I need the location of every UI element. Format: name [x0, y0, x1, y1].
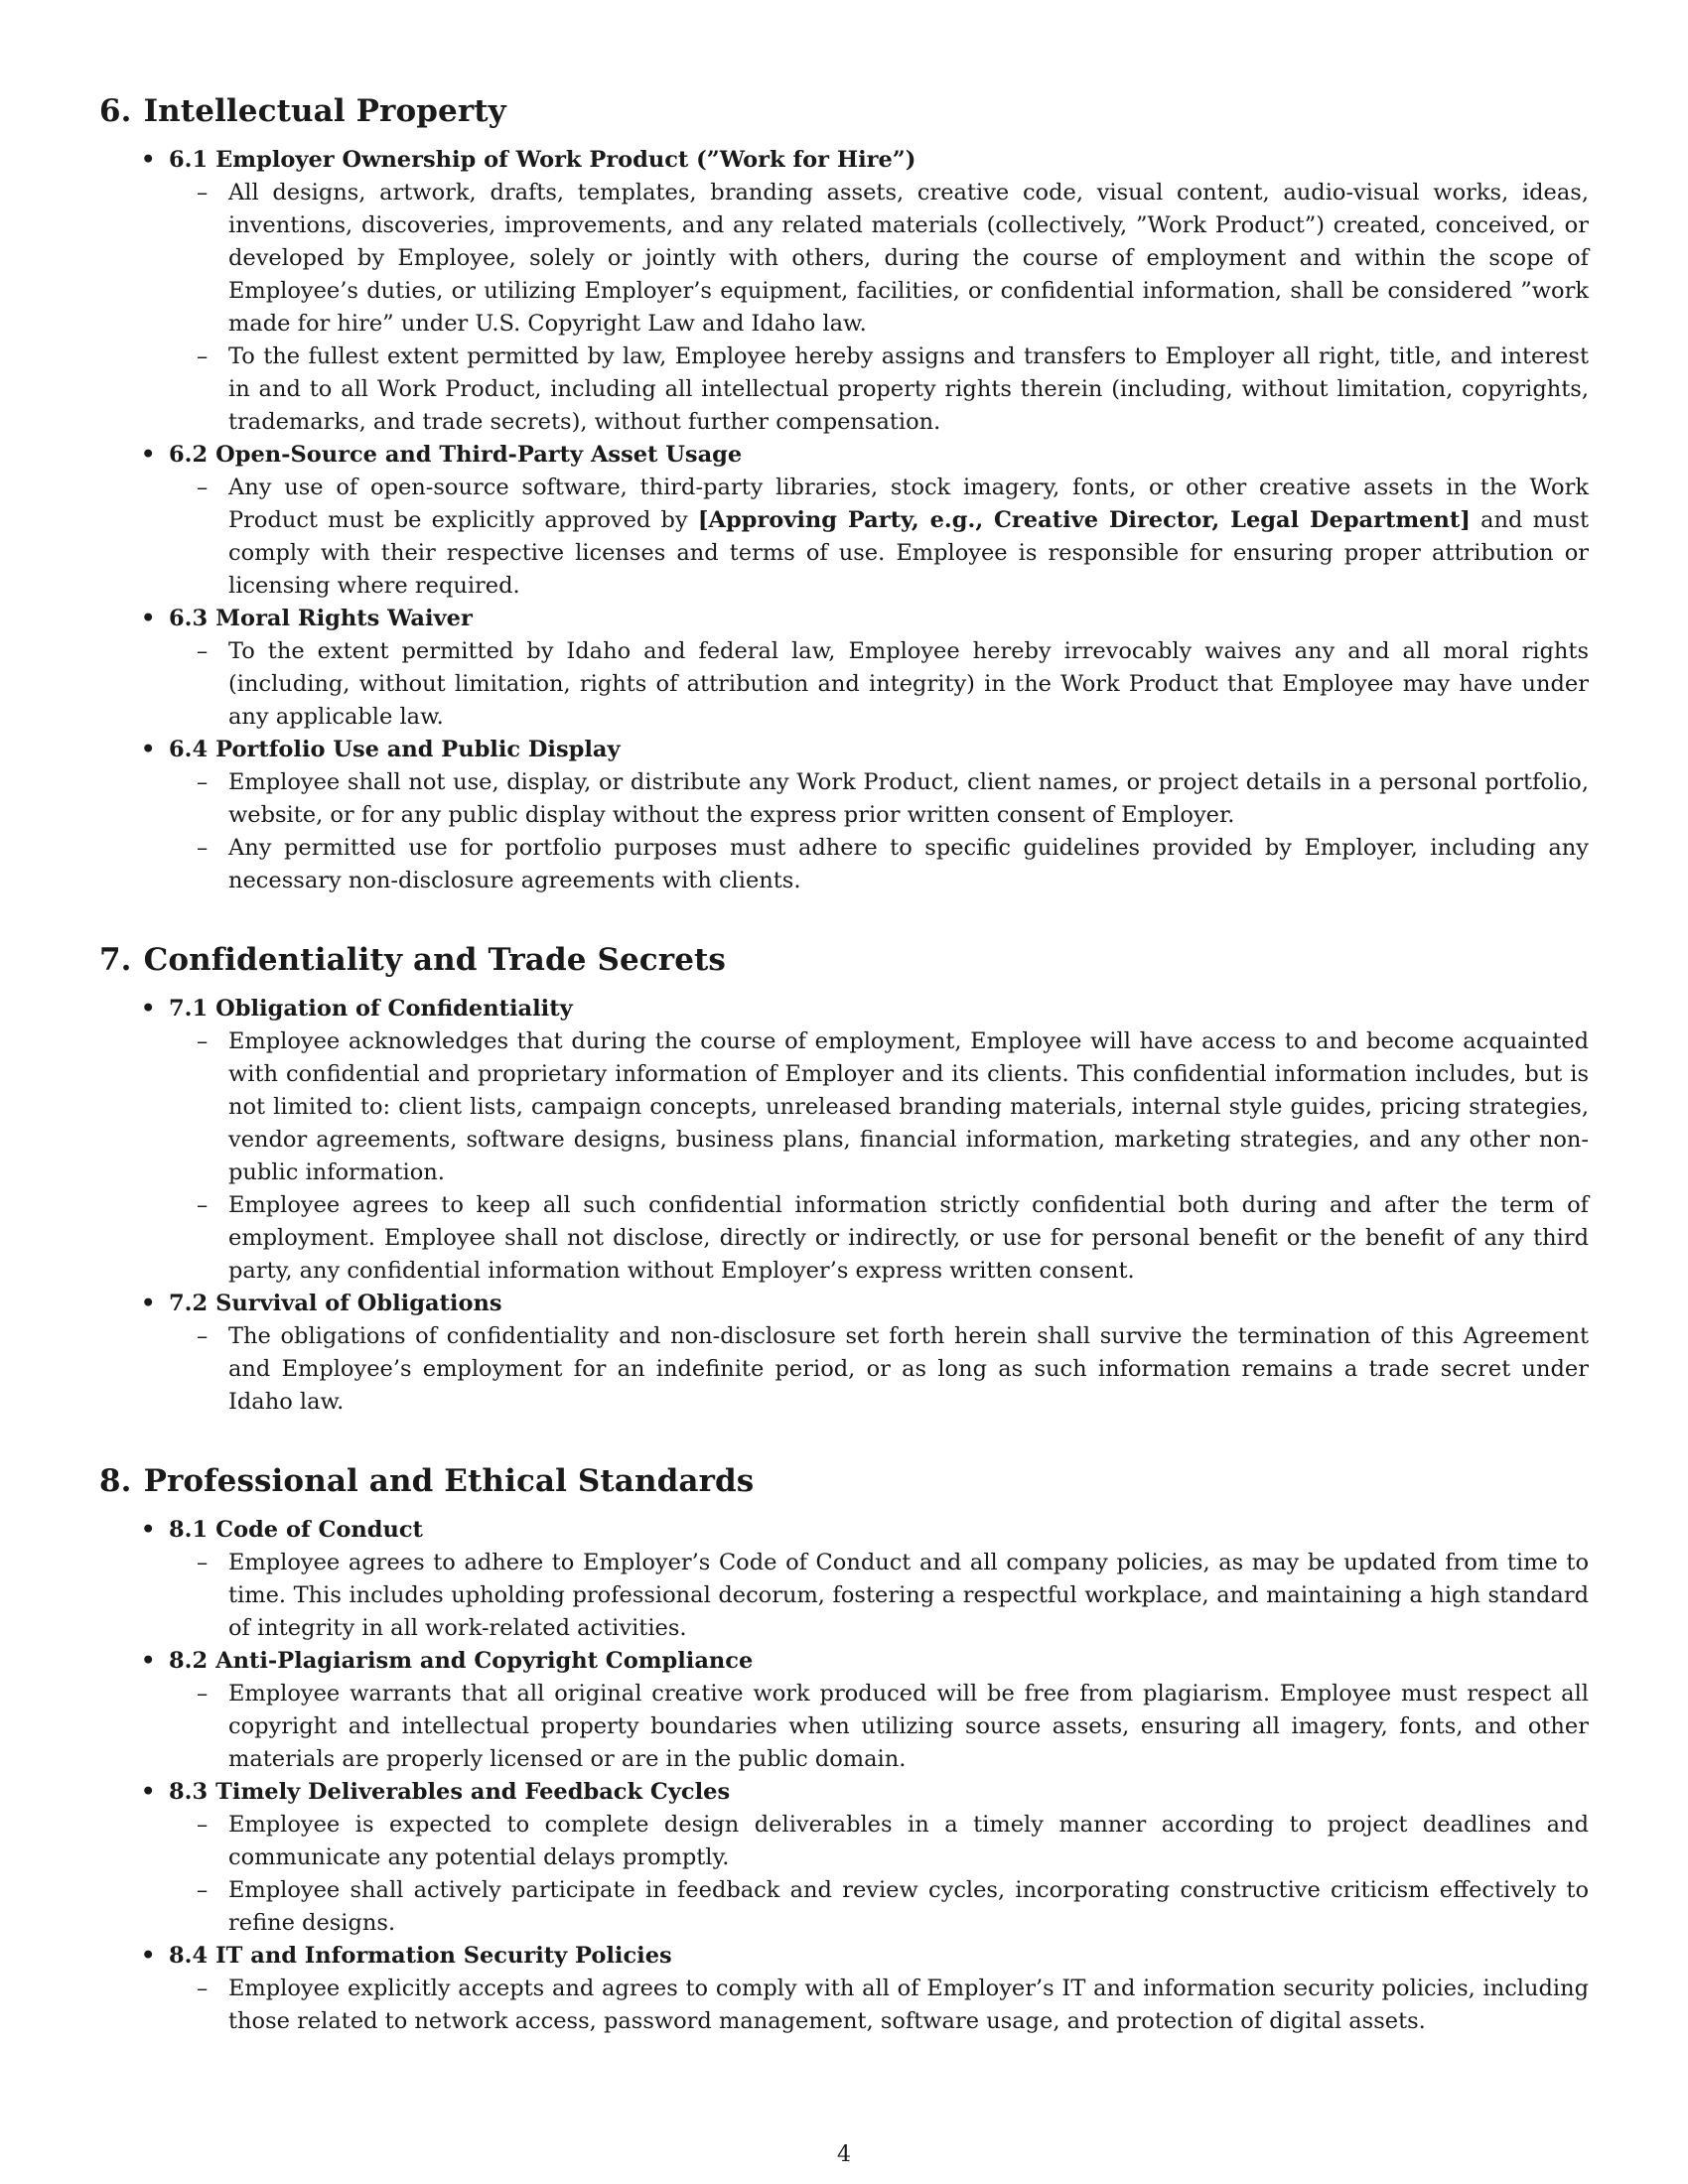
- subsection-list: [99, 144, 1589, 897]
- subsection-title: IT and Information Security Policies: [215, 1943, 672, 1969]
- section: [99, 1461, 1589, 2038]
- clause-item: [169, 1874, 1589, 1940]
- subsection: [99, 1645, 1589, 1776]
- subsection-heading: [169, 603, 1589, 635]
- subsection: [99, 144, 1589, 439]
- clause-text: Employee explicitly accepts and agrees to comply with all of Employer’s IT and information security policies, including those related to network access, password management, software usage, and protection of digital assets.: [228, 1976, 1589, 2034]
- clause-item: [169, 472, 1589, 603]
- clause-list: [169, 635, 1589, 734]
- subsection: [99, 993, 1589, 1288]
- clause-item: [169, 766, 1589, 832]
- dash-icon: –: [197, 638, 209, 664]
- subsection-heading: [169, 439, 1589, 472]
- section-title: Confidentiality and Trade Secrets: [143, 942, 726, 978]
- clause-list: [169, 472, 1589, 603]
- bullet-icon: •: [141, 1648, 156, 1674]
- dash-icon: –: [197, 1877, 209, 1903]
- clause-text: Employee agrees to keep all such confidential information strictly confidential both during and after the term of employment. Employee shall not disclose, directly or indirectly, or use for personal benefit or the benefit of any third party, any confidential information without Employer’s express written consent.: [228, 1192, 1589, 1284]
- clause-text: All designs, artwork, drafts, templates, branding assets, creative code, visual content, audio-visual works, ideas, inventions, discoveries, improvements, and any related materials (collectively, ”Work Product”) created, conceived, or developed by Employee, solely or jointly with others, during the course of employment and within the scope of Employee’s duties, or utilizing Employer’s equipment, facilities, or confidential information, shall be considered ”work made for hire” under U.S. Copyright Law and Idaho law.: [228, 180, 1589, 337]
- clause-text: Any use of open-source software, third-party libraries, stock imagery, fonts, or other creative assets in the Work Product must be explicitly approved by: [228, 475, 1589, 533]
- subsection-title: Employer Ownership of Work Product (”Work for Hire”): [215, 147, 916, 173]
- dash-icon: –: [197, 769, 209, 795]
- placeholder-approving-party: [Approving Party, e.g., Creative Director, Legal Department]: [697, 507, 1471, 533]
- subsection-number: 8.2: [169, 1648, 209, 1674]
- subsection-title: Survival of Obligations: [215, 1291, 502, 1316]
- clause-list: [169, 1547, 1589, 1645]
- bullet-icon: •: [141, 996, 156, 1022]
- subsection-title: Anti-Plagiarism and Copyright Compliance: [215, 1648, 754, 1674]
- section-title: Intellectual Property: [143, 93, 506, 129]
- subsection-number: 6.2: [169, 442, 209, 468]
- section-heading: [99, 1461, 1589, 1501]
- section-number: 6.: [99, 93, 132, 129]
- subsection-heading: [169, 734, 1589, 766]
- subsection-title: Obligation of Confidentiality: [215, 996, 573, 1022]
- subsection-heading: [169, 1776, 1589, 1809]
- dash-icon: –: [197, 475, 209, 500]
- clause-text: Employee shall not use, display, or distribute any Work Product, client names, or project details in a personal portfolio, website, or for any public display without the express prior written consent of Employer.: [228, 769, 1589, 828]
- clause-item: [169, 177, 1589, 341]
- clause-text: and must comply with their respective licenses and terms of use. Employee is responsible for ensuring proper attribution or licensing where required.: [228, 507, 1590, 599]
- clause-text: Employee agrees to adhere to Employer’s Code of Conduct and all company policies, as may be updated from time to time. This includes upholding professional decorum, fostering a respectful workplace, and maintaining a high standard of integrity in all work-related activities.: [228, 1550, 1589, 1641]
- bullet-icon: •: [141, 147, 156, 173]
- dash-icon: –: [197, 1681, 209, 1706]
- dash-icon: –: [197, 180, 209, 205]
- subsection-title: Code of Conduct: [215, 1517, 423, 1543]
- clause-text: Any permitted use for portfolio purposes must adhere to specific guidelines provided by Employer, including any necessary non-disclosure agreements with clients.: [228, 835, 1589, 893]
- subsection-heading: [169, 1940, 1589, 1973]
- subsection: [99, 603, 1589, 734]
- subsection-number: 7.1: [169, 996, 209, 1022]
- clause-item: [169, 341, 1589, 439]
- subsection-title: Open-Source and Third-Party Asset Usage: [215, 442, 743, 468]
- subsection-title: Timely Deliverables and Feedback Cycles: [215, 1779, 731, 1805]
- section-number: 8.: [99, 1463, 132, 1499]
- document-page: [99, 91, 1589, 2081]
- subsection-number: 6.3: [169, 606, 209, 631]
- clause-list: [169, 1809, 1589, 1940]
- subsection-number: 8.4: [169, 1943, 209, 1969]
- clause-text: Employee shall actively participate in feedback and review cycles, incorporating constructive criticism effectively to refine designs.: [228, 1877, 1589, 1936]
- subsection-title: Moral Rights Waiver: [215, 606, 473, 631]
- section-heading: [99, 91, 1589, 131]
- dash-icon: –: [197, 1976, 209, 2001]
- clause-list: [169, 177, 1589, 439]
- section-heading: [99, 940, 1589, 980]
- clause-list: [169, 1973, 1589, 2038]
- dash-icon: –: [197, 1192, 209, 1218]
- clause-item: [169, 1025, 1589, 1189]
- subsection-heading: [169, 1514, 1589, 1547]
- clause-text: Employee warrants that all original creative work produced will be free from plagiarism. Employee must respect all copyright and intellectual property boundaries when utilizing source assets, ensuring all imagery, fonts, and other materials are properly licensed or are in the public domain.: [228, 1681, 1589, 1772]
- clause-text: To the extent permitted by Idaho and federal law, Employee hereby irrevocably waives any and all moral rights (including, without limitation, rights of attribution and integrity) in the Work Product that Employee may have under any applicable law.: [228, 638, 1589, 730]
- bullet-icon: •: [141, 1291, 156, 1316]
- dash-icon: –: [197, 1323, 209, 1349]
- subsection-number: 8.1: [169, 1517, 209, 1543]
- section-title: Professional and Ethical Standards: [143, 1463, 755, 1499]
- clause-text: Employee acknowledges that during the course of employment, Employee will have access to and become acquainted with confidential and proprietary information of Employer and its clients. This confidential information includes, but is not limited to: client lists, campaign concepts, unreleased branding materials, internal style guides, pricing strategies, vendor agreements, software designs, business plans, financial information, marketing strategies, and any other non-public information.: [228, 1028, 1589, 1185]
- subsection: [99, 734, 1589, 897]
- clause-item: [169, 1189, 1589, 1288]
- subsection-number: 7.2: [169, 1291, 209, 1316]
- subsection-number: 6.1: [169, 147, 209, 173]
- subsection: [99, 1514, 1589, 1645]
- clause-item: [169, 1678, 1589, 1776]
- clause-item: [169, 1973, 1589, 2038]
- clause-list: [169, 766, 1589, 897]
- clause-item: [169, 1547, 1589, 1645]
- subsection-heading: [169, 144, 1589, 177]
- clause-item: [169, 832, 1589, 897]
- subsection-number: 8.3: [169, 1779, 209, 1805]
- clause-item: [169, 1320, 1589, 1419]
- clause-text: The obligations of confidentiality and non-disclosure set forth herein shall survive the termination of this Agreement and Employee’s employment for an indefinite period, or as long as such information remains a trade secret under Idaho law.: [228, 1323, 1589, 1415]
- clause-list: [169, 1678, 1589, 1776]
- dash-icon: –: [197, 343, 209, 369]
- section: [99, 940, 1589, 1419]
- dash-icon: –: [197, 1550, 209, 1575]
- section: [99, 91, 1589, 897]
- dash-icon: –: [197, 1812, 209, 1838]
- bullet-icon: •: [141, 1943, 156, 1969]
- clause-item: [169, 1809, 1589, 1874]
- dash-icon: –: [197, 835, 209, 861]
- bullet-icon: •: [141, 442, 156, 468]
- subsection: [99, 1940, 1589, 2038]
- subsection: [99, 439, 1589, 603]
- page-number: 4: [837, 2142, 851, 2167]
- subsection-list: [99, 993, 1589, 1419]
- clause-list: [169, 1320, 1589, 1419]
- subsection-heading: [169, 1288, 1589, 1320]
- clause-text: Employee is expected to complete design deliverables in a timely manner according to project deadlines and communicate any potential delays promptly.: [228, 1812, 1589, 1870]
- section-number: 7.: [99, 942, 132, 978]
- subsection-heading: [169, 1645, 1589, 1678]
- bullet-icon: •: [141, 1779, 156, 1805]
- clause-text: To the fullest extent permitted by law, Employee hereby assigns and transfers to Employer all right, title, and interest in and to all Work Product, including all intellectual property rights therein (including, without limitation, copyrights, trademarks, and trade secrets), without further compensation.: [228, 343, 1589, 435]
- clause-item: [169, 635, 1589, 734]
- subsection-heading: [169, 993, 1589, 1025]
- bullet-icon: •: [141, 737, 156, 762]
- subsection-list: [99, 1514, 1589, 2038]
- clause-list: [169, 1025, 1589, 1288]
- dash-icon: –: [197, 1028, 209, 1054]
- subsection: [99, 1288, 1589, 1419]
- subsection-title: Portfolio Use and Public Display: [215, 737, 621, 762]
- bullet-icon: •: [141, 606, 156, 631]
- subsection-number: 6.4: [169, 737, 209, 762]
- bullet-icon: •: [141, 1517, 156, 1543]
- subsection: [99, 1776, 1589, 1940]
